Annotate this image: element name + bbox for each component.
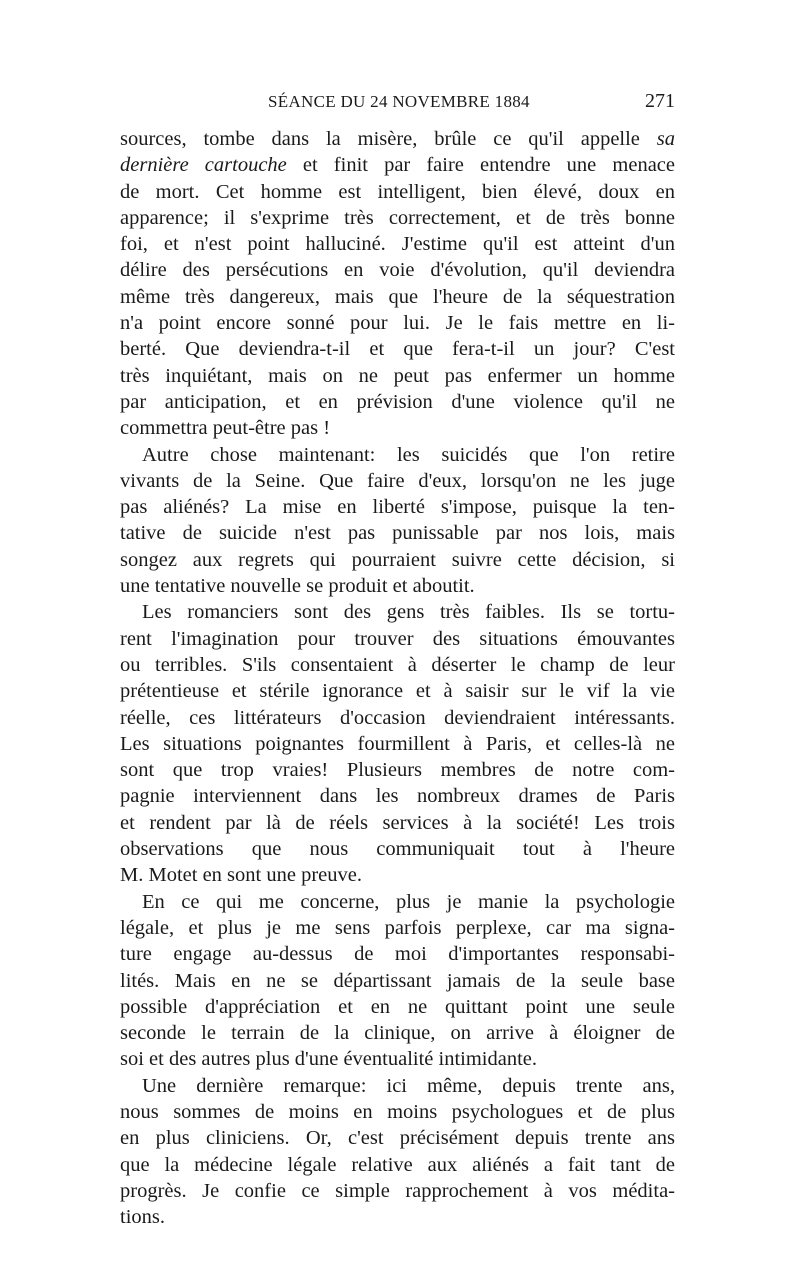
text-line: Autre chose maintenant: les suicidés que l'on retire	[142, 443, 675, 466]
text-line: En ce qui me concerne, plus je manie la psychologie	[142, 890, 675, 913]
text-line: même très dangereux, mais que l'heure de la séquestration	[120, 285, 675, 308]
text-line: en plus cliniciens. Or, c'est précisément depuis trente ans	[120, 1127, 675, 1150]
text-line: progrès. Je confie ce simple rapprochement à vos médita-	[120, 1179, 675, 1202]
running-head: SÉANCE DU 24 NOVEMBRE 1884	[268, 92, 530, 111]
text-line: légale, et plus je me sens parfois perplexe, car ma signa-	[120, 916, 675, 939]
text-line: seconde le terrain de la clinique, on arrive à éloigner de	[120, 1022, 675, 1045]
text-line: pas aliénés? La mise en liberté s'impose, puisque la ten-	[120, 496, 675, 519]
text-line: berté. Que deviendra-t-il et que fera-t-il un jour? C'est	[120, 338, 675, 361]
italic-phrase: dernière cartouche	[120, 154, 287, 177]
text-line: nous sommes de moins en moins psychologues et de plus	[120, 1100, 675, 1123]
page-number: 271	[645, 90, 675, 112]
text-line: délire des persécutions en voie d'évolution, qu'il deviendra	[120, 259, 675, 282]
text-line: soi et des autres plus d'une éventualité intimidante.	[120, 1048, 538, 1071]
text-line: n'a point encore sonné pour lui. Je le fais mettre en li-	[120, 312, 675, 335]
text-line: ture engage au-dessus de moi d'importantes responsabi-	[120, 943, 675, 966]
text-line: Les romanciers sont des gens très faibles. Ils se tortu-	[142, 601, 675, 624]
text-line: de mort. Cet homme est intelligent, bien élevé, doux en	[120, 180, 675, 203]
text-line: M. Motet en sont une preuve.	[120, 864, 362, 887]
text-line: pagnie interviennent dans les nombreux drames de Paris	[120, 785, 675, 808]
text-line: apparence; il s'exprime très correctement, et de très bonne	[120, 206, 675, 229]
text-line: que la médecine légale relative aux aliénés a fait tant de	[120, 1153, 675, 1176]
text-line: foi, et n'est point halluciné. J'estime qu'il est atteint d'un	[120, 233, 675, 256]
text-line: réelle, ces littérateurs d'occasion deviendraient intéressants.	[120, 706, 675, 729]
italic-phrase: sa	[656, 128, 675, 150]
text-line: par anticipation, et en prévision d'une violence qu'il ne	[120, 390, 675, 413]
text-line: dernière cartouche et finit par faire entendre une menace	[120, 154, 675, 177]
page-header	[120, 92, 675, 116]
text-line: ou terribles. S'ils consentaient à déserter le champ de leur	[120, 653, 675, 676]
text-line: lités. Mais en ne se départissant jamais de la seule base	[120, 969, 675, 992]
text-line: prétentieuse et stérile ignorance et à saisir sur le vif la vie	[120, 680, 675, 703]
text-line: tative de suicide n'est pas punissable par nos lois, mais	[120, 522, 675, 545]
text-line: très inquiétant, mais on ne peut pas enfermer un homme	[120, 364, 675, 387]
text-line: tions.	[120, 1206, 165, 1229]
text-line: possible d'appréciation et en ne quittant point une seule	[120, 995, 675, 1018]
body-text	[120, 126, 675, 1230]
text-line: une tentative nouvelle se produit et aboutit.	[120, 575, 475, 598]
text-line: observations que nous communiquait tout à l'heure	[120, 838, 675, 861]
text-line: sont que trop vraies! Plusieurs membres de notre com-	[120, 759, 675, 782]
text-line: Une dernière remarque: ici même, depuis trente ans,	[142, 1074, 675, 1097]
text-line: songez aux regrets qui pourraient suivre cette décision, si	[120, 548, 675, 571]
text-line: Les situations poignantes fourmillent à Paris, et celles-là ne	[120, 732, 675, 755]
text-line: vivants de la Seine. Que faire d'eux, lorsqu'on ne les juge	[120, 469, 675, 492]
text-line: sources, tombe dans la misère, brûle ce qu'il appelle sa	[120, 128, 675, 150]
text-line: commettra peut-être pas !	[120, 417, 331, 440]
text-line: rent l'imagination pour trouver des situations émouvantes	[120, 627, 675, 650]
text-line: et rendent par là de réels services à la société! Les trois	[120, 811, 675, 834]
